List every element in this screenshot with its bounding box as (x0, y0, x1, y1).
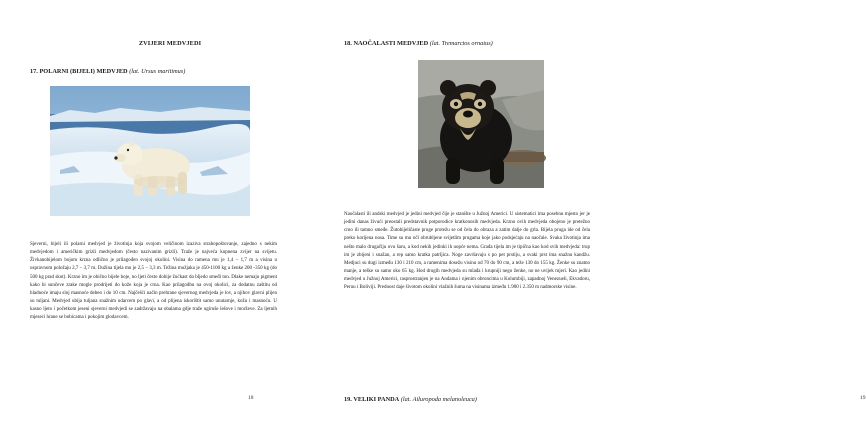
section-latin-name: (lat. Ursus maritimus) (129, 68, 186, 75)
section-heading-giant-panda (344, 396, 477, 403)
page-number: 18 (248, 395, 254, 401)
page-number: 19 (860, 395, 866, 401)
chapter-title: ZVIJERI MEDVJEDI (138, 40, 202, 47)
spectacled-bear-description: Naočalasti ili andski medvjed je jedini medvjed čije je stanište u Južnoj Americi. U sistematici ima posebnu mjesto jer je jedini danas živući preostali predstavnik potporodice kratkonosih medvjeda. Krzno ovih medvjeda obojeno je pretežno crno ili tamno smeđe. Žutobijeličaste pruge protežu se od čela do obraza a zatim dalje do grla. Bijela pruga ide od čela preko korijena nosa. Time su mu oči obrubljene svijetlim prugama koje jako podsjećaju na naočale. Svaka životinja ima nešto malo drugačiju ovu šaru, a kod nekih jedinki ih uopće nema. Građa tijela im je tipična kao kod svih medvjeda: trup im je zbijeni i snažan, a rep samo kratka patrljica. Noge završavaju s po pet prstiju, a svaki prst ima snažnu kandžu. Medjuci su dugi između 130 i 210 cm, a ramenima dosežu visinu od 70 do 90 cm, a teže 130 do 155 kg. Ženke su znatno manje, a teške su samo oko 65 kg. Hod drugih medvjeda su mlađa i krupniji nego ženke, no ne uvijek mjeri. Kao jedini medvjed u Južnoj Americi, rasprostranjen je na Andama i njenim obroncima u Kolumbiji, zapadnoj Venezueli, Ekvadoru, Peruu i Boliviji. Prednost daje šivotom okolini vlažnih šuma na visinama između 1.900 i 2.350 m nadmorske visine. (344, 212, 590, 291)
section-title: 18. NAOČALASTI MEDVJED (344, 40, 429, 47)
polar-bear-description: Sjeverni, bijeli ili polarni medvjed je životinja koja svojom veličinom izaziva strahopoštovanje, zajedno s nekim medvjedom i američkim grizli medvjedom (često nazivanim grizli). Traže je najveća kopnena zvijer na svijetu. Živkanobijelom bojom krzna odlično je prilagođen svojoj okolini. Visina do ramena mu je 1,4 – 1,7 m a visina u uspravnom položaju 2,7 – 3,7 m. Dužina tijela mu je 2,5 – 3,3 m. Težina mužjaka je 450-1100 kg a ženke 200 -350 kg (do 500 kg prad skot). Krzno im je obično bijele boje, no ljeti često dobije žućkast do bljedo smeđi ton. Dlake nemaju pigment kako bi sunčeve zrake mogle prodrijeti do kože koja je crna. Kao prilagodbu na ovoj okolici, za dodatnu zaštitu od hladnoće imaju sloj masnoće debeo i do 10 cm. Najčešći način prehrane sjevernog medvjeda je lov, a njihov glavni plijen su tuljani. Medvjed ubija tuljana snažnim udarcem po glavi, a od plijena iskorištit samo unutarnje, kožu i masnoću. U kasno ljeto i početkom jeseni sjeverni medvjedi se zadržavaju na obalama gdje traže ugiruše lešove i morževe. Za ljetnih mjeseci hrane se bobicama i pokojim glodavcem. (30, 242, 277, 321)
left-page (0, 0, 300, 424)
section-heading-spectacled-bear (344, 40, 493, 47)
section-heading-polar-bear (30, 68, 185, 75)
section-title: 17. POLARNI (BIJELI) MEDVJED (30, 68, 128, 75)
polar-bear-photo (50, 86, 250, 216)
spectacled-bear-photo (418, 60, 544, 188)
right-page (300, 0, 866, 424)
section-latin-name: (lat. Ailuropoda melanoleuca) (400, 396, 477, 403)
section-title: 19. VELIKI PANDA (344, 396, 400, 403)
section-latin-name: (lat. Tremarctos ornatus) (429, 40, 493, 47)
